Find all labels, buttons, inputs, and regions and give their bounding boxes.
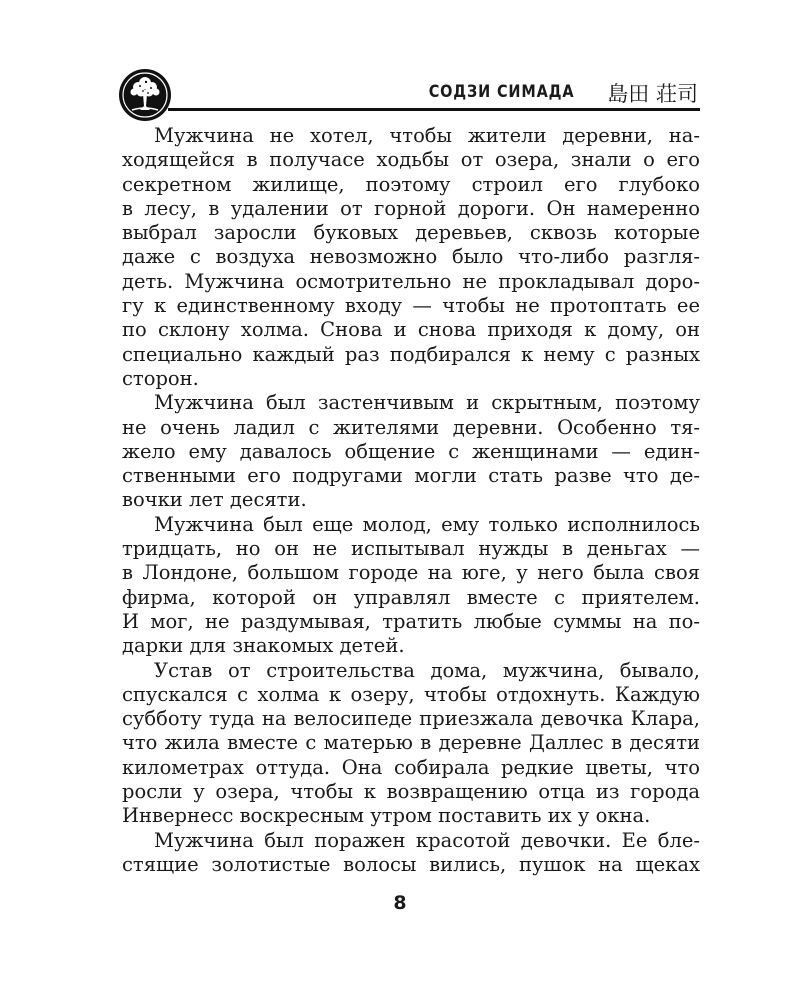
header-rule xyxy=(168,108,700,111)
text-line: специально каждый раз подбирался к нему с разных xyxy=(122,342,700,366)
body-text xyxy=(122,124,700,877)
text-line: Мужчина был еще молод, ему только исполнилось xyxy=(154,512,700,536)
text-line: субботу туда на велосипеде приезжала девочка Клара, xyxy=(122,707,700,731)
text-line: росли у озера, чтобы к возвращению отца из города xyxy=(122,780,700,804)
tree-logo-icon xyxy=(118,68,172,122)
text-line: не очень ладил с жителями деревни. Особенно тя- xyxy=(122,415,700,439)
text-line: И мог, не раздумывая, тратить любые суммы на по- xyxy=(122,609,700,633)
text-line: километрах оттуда. Она собирала редкие цветы, что xyxy=(122,755,700,779)
author-name-japanese: 島田 荘司 xyxy=(607,82,698,106)
text-line: Устав от строительства дома, мужчина, бывало, xyxy=(154,658,700,682)
text-line: вочки лет десяти. xyxy=(122,488,307,512)
author-name: СОДЗИ СИМАДА xyxy=(428,82,574,102)
text-line: по склону холма. Снова и снова приходя к дому, он xyxy=(122,318,700,342)
text-line: жело ему давалось общение с женщинами — един- xyxy=(122,439,700,463)
text-line: ходящейся в получасе ходьбы от озера, знали о его xyxy=(122,148,700,172)
text-line: дарки для знакомых детей. xyxy=(122,634,405,658)
text-line: тридцать, но он не испытывал нужды в деньгах — xyxy=(122,537,700,561)
running-header xyxy=(118,68,700,112)
text-line: ственными его подругами могли стать разве что де- xyxy=(122,464,700,488)
text-line: секретном жилище, поэтому строил его глубоко xyxy=(122,172,700,196)
text-line: деть. Мужчина осмотрительно не прокладывал доро- xyxy=(122,269,700,293)
text-line: стящие золотистые волосы вились, пушок на щеках xyxy=(122,852,700,876)
text-line: фирма, которой он управлял вместе с приятелем. xyxy=(122,585,700,609)
text-line: сторон. xyxy=(122,366,199,390)
text-line: даже с воздуха невозможно было что-либо разгля- xyxy=(122,245,700,269)
text-line: гу к единственному входу — чтобы не протоптать ее xyxy=(122,294,700,318)
text-line: Инвернесс воскресным утром поставить их у окна. xyxy=(122,804,651,828)
text-line: Мужчина был поражен красотой девочки. Ее бле- xyxy=(154,828,700,852)
text-line: Мужчина был застенчивым и скрытным, поэтому xyxy=(154,391,700,415)
text-line: Мужчина не хотел, чтобы жители деревни, на- xyxy=(154,124,700,147)
text-line: в лесу, в удалении от горной дороги. Он намеренно xyxy=(122,196,700,220)
text-line: что жила вместе с матерью в деревне Даллес в десяти xyxy=(122,731,700,755)
page-number: 8 xyxy=(393,892,407,914)
text-line: в Лондоне, большом городе на юге, у него была своя xyxy=(122,561,700,585)
text-line: выбрал заросли буковых деревьев, сквозь которые xyxy=(122,221,700,245)
text-line: спускался с холма к озеру, чтобы отдохнуть. Каждую xyxy=(122,682,700,706)
